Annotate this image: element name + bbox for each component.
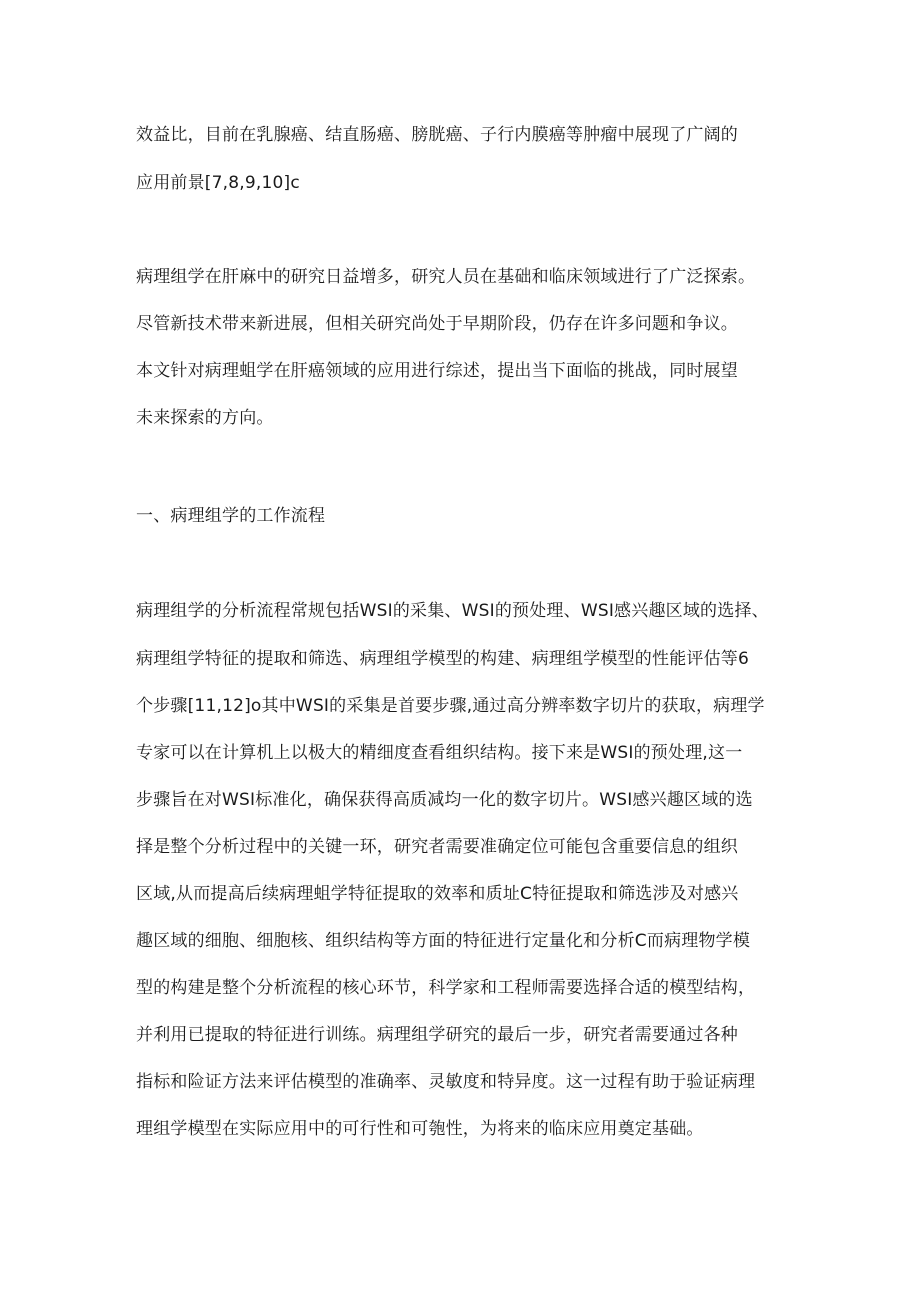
- paragraph-3-line-6: 择是整个分析过程中的关键一环，研究者需要准确定位可能包含重要信息的组织: [136, 837, 738, 857]
- paragraph-3-line-2: 病理组学特征的提取和筛选、病理组学模型的构建、病理组学模型的性能评估等6: [136, 649, 750, 669]
- paragraph-3-line-1: 病理组学的分析流程常规包括WSI的采集、WSI的预处理、WSI感兴趣区域的选择、: [136, 601, 769, 621]
- paragraph-3-line-9: 型的构建是整个分析流程的核心环节，科学家和工程师需要选择合适的模型结构，: [136, 978, 756, 998]
- paragraph-3-line-7: 区域,从而提高后续病理蛆学特征提取的效率和质址C特征提取和筛选涉及对感兴: [136, 884, 739, 904]
- paragraph-3-line-11: 指标和险证方法来评估模型的准确率、灵敏度和特异度。这一过程有助于验证病理: [136, 1072, 756, 1092]
- paragraph-2-line-1: 病理组学在肝麻中的研究日益增多，研究人员在基础和临床领域进行了广泛探索。: [136, 267, 756, 287]
- paragraph-3-line-10: 并利用已提取的特征进行训练。病理组学研究的最后一步，研究者需要通过各种: [136, 1025, 738, 1045]
- paragraph-2-line-3: 本文针对病理蛆学在肝癌领域的应用进行综述，提出当下面临的挑战，同时展望: [136, 361, 738, 381]
- paragraph-2-line-4: 未来探索的方向。: [136, 408, 274, 428]
- paragraph-3-line-4: 专家可以在计算机上以极大的精细度查看组织结构。接下来是WSI的预处理,这一: [136, 743, 743, 763]
- paragraph-2-line-2: 尽管新技术带来新进展，但相关研究尚处于早期阶段，仍存在许多问题和争议。: [136, 314, 738, 334]
- paragraph-3-line-3: 个步骤[11,12]o其中WSI的采集是首要步骤,通过高分辨率数字切片的获取，病理学: [136, 696, 765, 716]
- paragraph-3-line-5: 步骤旨在对WSI标准化，确保获得高质减均一化的数字切片。WSI感兴趣区域的选: [136, 790, 753, 810]
- paragraph-1-line-1: 效益比，目前在乳腺癌、结直肠癌、膀胱癌、子行内膜癌等肿瘤中展现了广阔的: [136, 125, 738, 145]
- paragraph-1-line-2: 应用前景[7,8,9,10]c: [136, 173, 300, 193]
- section-heading: 一、病理组学的工作流程: [136, 506, 326, 526]
- paragraph-3-line-12: 理组学模型在实际应用中的可行性和可匏性，为将来的临床应用奠定基础。: [136, 1119, 704, 1139]
- paragraph-3-line-8: 趣区域的细胞、细胞核、组织结构等方面的特征进行定量化和分析C而病理物学模: [136, 931, 751, 951]
